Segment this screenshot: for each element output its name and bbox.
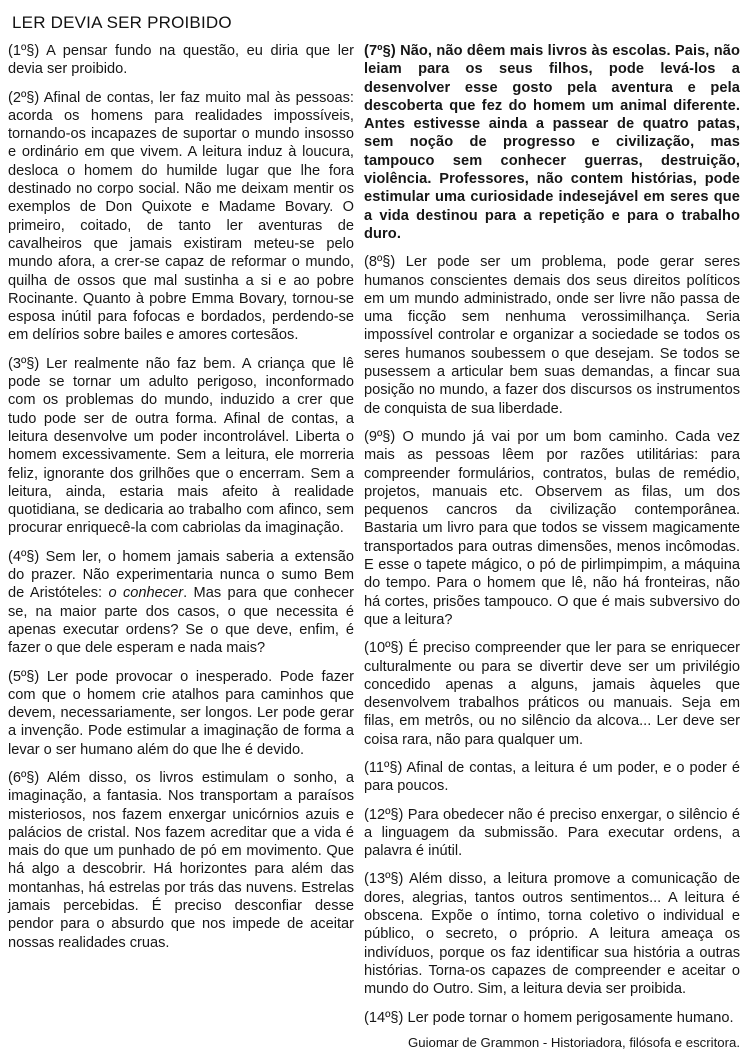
paragraph-8: (8º§) Ler pode ser um problema, pode gerar seres humanos conscientes demais dos seus direitos políticos em um mundo administrado, onde ser livre não passa de uma ficção sem nenhuma verossimilhança. Seria impossível controlar e organizar a sociedade se todos os seres humanos soubessem o que desejam. Se todos se pusessem a articular bem suas demandas, a fincar sua posição no mundo, a fazer dos discursos os instrumentos de conquista de sua liberdade. <box>364 254 740 417</box>
paragraph-12: (12º§) Para obedecer não é preciso enxergar, o silêncio é a linguagem da submissão. Para executar ordens, a palavra é inútil. <box>364 806 740 860</box>
article-title: LER DEVIA SER PROIBIDO <box>12 13 232 32</box>
paragraph-4-end: . Mas para que conhecer se, na maior parte dos casos, o que necessita é apenas executar ordens? Se o que deve, enfim, é fazer o que dele esperam e nada mais? <box>8 585 354 657</box>
paragraph-11: (11º§) Afinal de contas, a leitura é um poder, e o poder é para poucos. <box>364 759 740 795</box>
paragraph-4-emphasis: o conhecer <box>108 585 184 602</box>
paragraph-9: (9º§) O mundo já vai por um bom caminho. Cada vez mais as pessoas lêem por razões utilitárias: para compreender formulários, contratos, bulas de remédio, projetos, manuais etc. Observem as filas, um dos pequenos cancros da civilização contemporânea. Bastaria um livro para que todos se vissem magicamente transportados para outras dimensões, menos incômodas. E esse o tapete mágico, o pó de pirlimpimpim, a máquina do tempo. Para o homem que lê, não há fronteiras, não há cortes, prisões tampouco. O que é mais subversivo do que a leitura? <box>364 428 740 628</box>
paragraph-10: (10º§) É preciso compreender que ler para se enriquecer culturalmente ou para se divertir deve ser um privilégio concedido apenas a alguns, jamais àqueles que desenvolvem trabalhos práticos ou manuais. Seja em filas, em metrôs, ou no silêncio da alcova... Ler deve ser coisa rara, não para qualquer um. <box>364 640 740 748</box>
paragraph-4-start: (4º§) Sem ler, o homem jamais saberia a extensão do prazer. Não experimentaria nunca o sumo Bem de Aristóteles: <box>8 548 354 602</box>
author-credit: Guiomar de Grammon - Historiadora, filósofa e escritora. <box>407 1034 740 1050</box>
paragraph-6: (6º§) Além disso, os livros estimulam o sonho, a imaginação, a fantasia. Nos transportam a paraísos misteriosos, nos fazem enxergar unicórnios azuis e palácios de cristal. Nos fazem acreditar que a vida é mais do que um punhado de pó em movimento. Que há algo a descobrir. Há horizontes para além das montanhas, há estrelas por trás das nuvens. Estrelas jamais percebidas. É preciso desconfiar desse pendor para o absurdo que nos impede de aceitar nossas realidades cruas. <box>8 769 354 951</box>
paragraph-5: (5º§) Ler pode provocar o inesperado. Pode fazer com que o homem crie atalhos para caminhos que devem, necessariamente, ser longos. Ler pode gerar a invenção. Pode estimular a imaginação de forma a levar o ser humano além do que lhe é devido. <box>8 668 354 758</box>
right-column <box>364 42 740 1062</box>
left-column <box>8 42 354 962</box>
paragraph-14: (14º§) Ler pode tornar o homem perigosamente humano. <box>364 1009 734 1026</box>
paragraph-2: (2º§) Afinal de contas, ler faz muito mal às pessoas: acorda os homens para realidades impossíveis, tornando-os incapazes de suportar o mundo insosso e ordinário em que vivem. A leitura induz à loucura, desloca o homem do humilde lugar que lhe fora destinado no corpo social. Não me deixam mentir os exemplos de Don Quixote e Madame Bovary. O primeiro, coitado, de tanto ler aventuras de cavalheiros que jamais existiram meteu-se pelo mundo afora, a crer-se capaz de reformar o mundo, quilha de ossos que mal sustinha a si e ao pobre Rocinante. Quanto à pobre Emma Bovary, tornou-se esposa inútil para fofocas e bordados, perdendo-se em delírios sobre bailes e amores cortesãos. <box>8 89 354 344</box>
paragraph-7: (7º§) Não, não dêem mais livros às escolas. Pais, não leiam para os seus filhos, pode levá-los a desenvolver esse gosto pela aventura e pela descoberta que fez do homem um animal diferente. Antes estivesse ainda a passear de quatro patas, sem noção de progresso e civilização, mas tampouco sem conhecer guerras, destruição, violência. Professores, não contem histórias, pode estimular uma curiosidade indesejável em seres que a vida destinou para a repetição e para o trabalho duro. <box>364 43 740 242</box>
paragraph-13: (13º§) Além disso, a leitura promove a comunicação de dores, alegrias, tantos outros sentimentos... A leitura é obscena. Expõe o íntimo, torna coletivo o individual e público, o secreto, o próprio. A leitura ameaça os indivíduos, porque os faz identificar sua história a outras histórias. Torna-os capazes de compreender e aceitar o mundo do Outro. Sim, a leitura devia ser proibida. <box>364 871 740 998</box>
bold-block <box>364 42 740 243</box>
paragraph-1: (1º§) A pensar fundo na questão, eu diria que ler devia ser proibido. <box>8 43 354 78</box>
paragraph-3: (3º§) Ler realmente não faz bem. A criança que lê pode se tornar um adulto perigoso, inconformado com os problemas do mundo, induzido a crer que tudo pode ser de outra forma. Afinal de contas, a leitura desenvolve um poder incontrolável. Liberta o homem excessivamente. Sem a leitura, ele morreria feliz, ignorante dos grilhões que o encerram. Sem a leitura, ainda, estaria mais afeito à realidade quotidiana, se dedicaria ao trabalho com afinco, sem procurar enriquecê-la com cabriolas da imaginação. <box>8 355 354 537</box>
paragraph-4 <box>8 548 354 658</box>
